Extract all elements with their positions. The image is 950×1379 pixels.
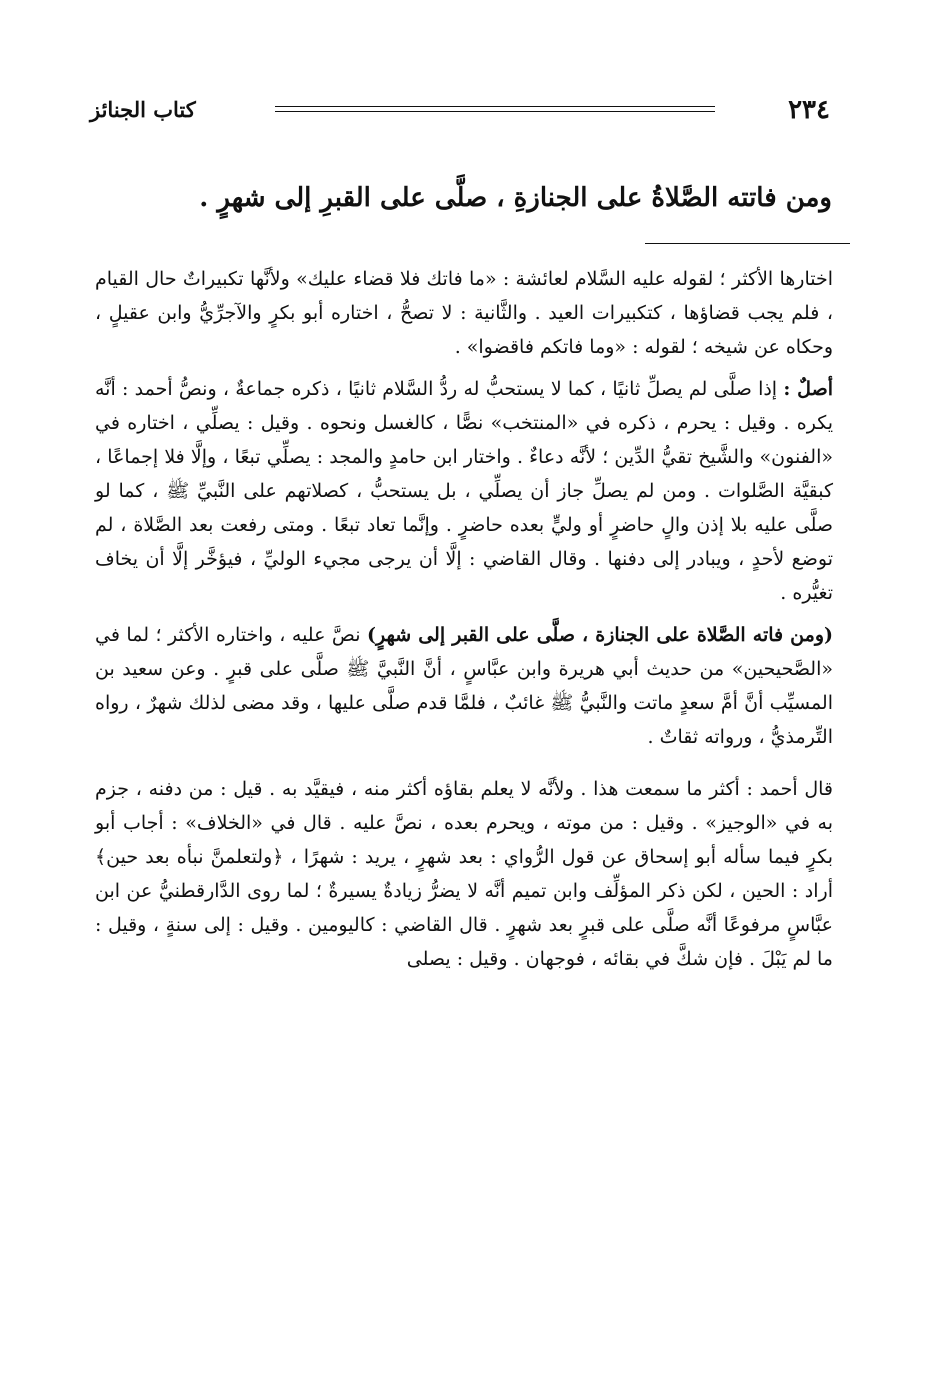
book-title: كتاب الجنائز [90, 97, 196, 122]
paragraph-text: قال أحمد : أكثر ما سمعت هذا . ولأنَّه لا يعلم بقاؤه أكثر منه ، فيقيَّد به . قيل : من دفنه ، جزم به في «الوجيز» . وقيل : من موته ، ويحرم بعده ، نصَّ عليه . قال في «الخلاف» : أجاب أبو بكرٍ فيما سأله أبو إسحاق عن قول الرُّواي : بعد شهرٍ ، يريد : شهرًا ، ﴿ولتعلمنَّ نبأه بعد حين﴾ أراد : الحين ، لكن ذكر المؤلِّف وابن تميم أنَّه لا يضرُّ زيادةٌ يسيرةٌ ؛ لما روى الدَّارقطنيُّ عن ابن عبَّاسٍ مرفوعًا أنَّه صلَّى على قبرٍ بعد شهرٍ . قال القاضي : كاليومين . وقيل : إلى سنةٍ ، وقيل : ما لم يَبْلَ . فإن شكَّ في بقائه ، فوجهان . وقيل : يصلى [95, 778, 833, 970]
commentary-paragraph-2 [95, 372, 833, 610]
commentary-paragraph-4 [95, 772, 833, 976]
paragraph-text: نصَّ عليه ، واختاره الأكثر ؛ لما في «الصَّحيحين» من حديث أبي هريرة وابن عبَّاسٍ ، أنَّ النَّبيَّ ﷺ صلَّى على قبرٍ . وعن سعيد بن المسيِّب أنَّ أمَّ سعدٍ ماتت والنَّبيُّ ﷺ غائبٌ ، فلمَّا قدم صلَّى عليها ، وقد مضى لذلك شهرٌ ، رواه التِّرمذيُّ ، ورواته ثقاتٌ . [95, 624, 833, 748]
page-number: ٢٣٤ [788, 95, 830, 125]
running-header [90, 92, 830, 128]
matn-commentary-divider [645, 243, 850, 244]
commentary-paragraph-1 [95, 262, 833, 364]
matn-text: ومن فاتته الصَّلاةُ على الجنازةِ ، صلَّى على القبرِ إلى شهرٍ . [199, 183, 832, 213]
commentary-paragraph-3 [95, 618, 833, 754]
header-rule [275, 106, 715, 107]
commentary-body [95, 262, 833, 984]
paragraph-lead: (ومن فاته الصَّلاة على الجنازة ، صلَّى على القبر إلى شهرٍ) [367, 624, 833, 646]
paragraph-lead: أصلٌ : [783, 378, 833, 400]
header-rule-double [275, 111, 715, 112]
paragraph-text: إذا صلَّى لم يصلِّ ثانيًا ، كما لا يستحبُّ له ردُّ السَّلام ثانيًا ، ذكره جماعةٌ ، ونصُّ أحمد : أنَّه يكره . وقيل : يحرم ، ذكره في «المنتخب» نصًّا ، كالغسل ونحوه . وقيل : يصلِّي ، اختاره في «الفنون» والشَّيخ تقيُّ الدِّين ؛ لأنَّه دعاءٌ . واختار ابن حامدٍ والمجد : يصلِّي تبعًا ، وإلَّا فلا إجماعًا ، كبقيَّة الصَّلوات . ومن لم يصلِّ جاز أن يصلِّي ، بل يستحبُّ ، كصلاتهم على النَّبيِّ ﷺ ، كما لو صلَّى عليه بلا إذن والٍ حاضرٍ أو وليٍّ بعده حاضرٍ . وإنَّما تعاد تبعًا . ومتى رفعت بعد الصَّلاة ، لم توضع لأحدٍ ، ويبادر إلى دفنها . وقال القاضي : إلَّا أن يرجى مجيء الوليِّ ، فيؤخَّر إلَّا أن يخاف تغيُّره . [95, 378, 833, 604]
paragraph-text: اختارها الأكثر ؛ لقوله عليه السَّلام لعائشة : «ما فاتك فلا قضاء عليك» ولأنَّها تكبيراتٌ حال القيام ، فلم يجب قضاؤها ، كتكبيرات العيد . والثَّانية : لا تصحُّ ، اختاره أبو بكرٍ والآجرِّيُّ وابن عقيلٍ ، وحكاه عن شيخه ؛ لقوله : «وما فاتكم فاقضوا» . [95, 268, 833, 358]
